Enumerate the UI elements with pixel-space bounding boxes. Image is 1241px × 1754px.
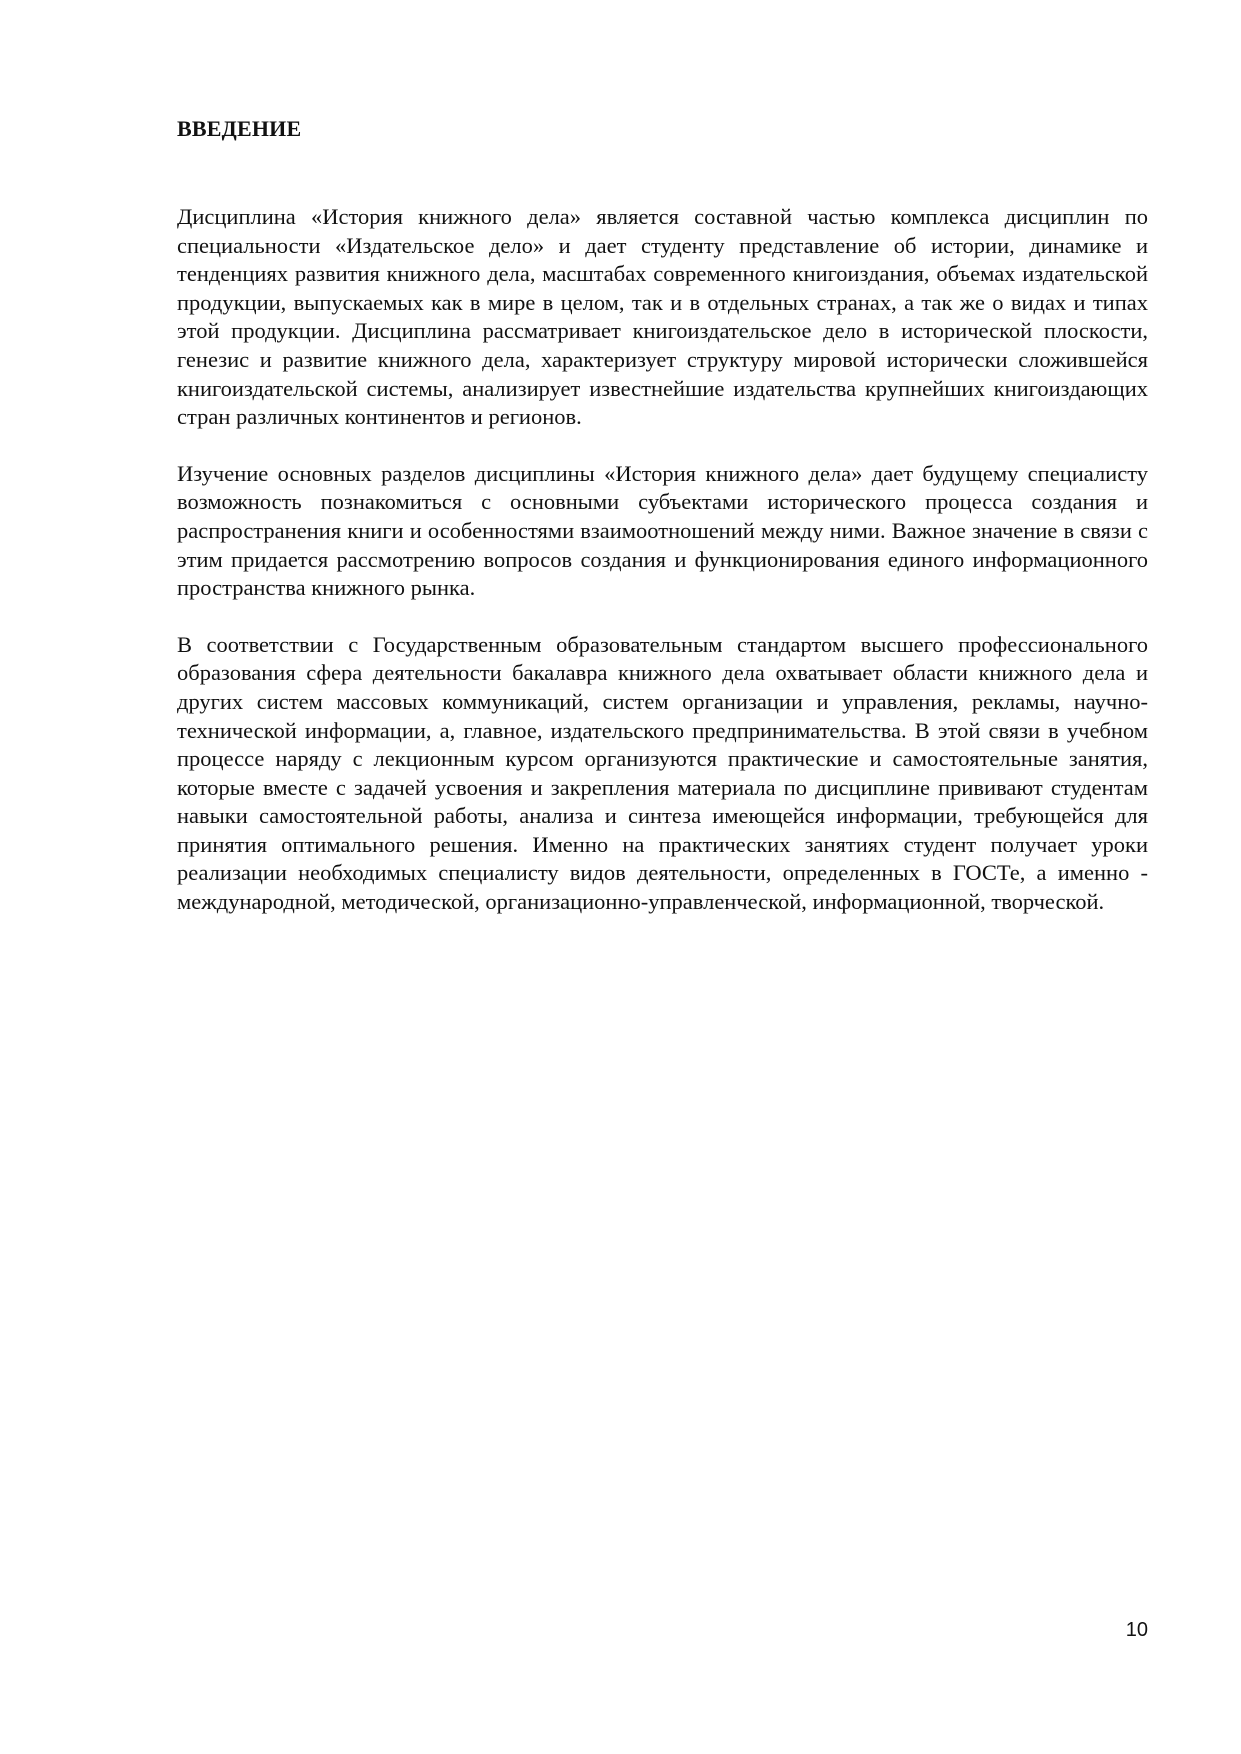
paragraph-1: Дисциплина «История книжного дела» является составной частью комплекса дисциплин по специальности «Издательское дело» и дает студенту представление об истории, динамике и тенденциях развития книжного дела, масштабах современного книгоиздания, объемах издательской продукции, выпускаемых как в мире в целом, так и в отдельных странах, а так же о видах и типах этой продукции. Дисциплина рассматривает книгоиздательское дело в исторической плоскости, генезис и развитие книжного дела, характеризует структуру мировой исторически сложившейся книгоиздательской системы, анализирует известнейшие издательства крупнейших книгоиздающих стран различных континентов и регионов.: [177, 204, 1148, 430]
page-number: 10: [1125, 1619, 1148, 1641]
page-content: [177, 115, 1148, 945]
paragraph-2: Изучение основных разделов дисциплины «История книжного дела» дает будущему специалисту возможность познакомиться с основными субъектами исторического процесса создания и распространения книги и особенностями взаимоотношений между ними. Важное значение в связи с этим придается рассмотрению вопросов создания и функционирования единого информационного пространства книжного рынка.: [177, 460, 1148, 601]
paragraph-3: В соответствии с Государственным образовательным стандартом высшего профессионального образования сфера деятельности бакалавра книжного дела охватывает области книжного дела и других систем массовых коммуникаций, систем организации и управления, рекламы, научно-технической информации, а, главное, издательского предпринимательства. В этой связи в учебном процессе наряду с лекционным курсом организуются практические и самостоятельные занятия, которые вместе с задачей усвоения и закрепления материала по дисциплине прививают студентам навыки самостоятельной работы, анализа и синтеза имеющейся информации, требующейся для принятия оптимального решения. Именно на практических занятиях студент получает уроки реализации необходимых специалисту видов деятельности, определенных в ГОСТе, а именно - международной, методической, организационно-управленческой, информационной, творческой.: [177, 631, 1148, 915]
section-heading: ВВЕДЕНИЕ: [177, 116, 302, 141]
